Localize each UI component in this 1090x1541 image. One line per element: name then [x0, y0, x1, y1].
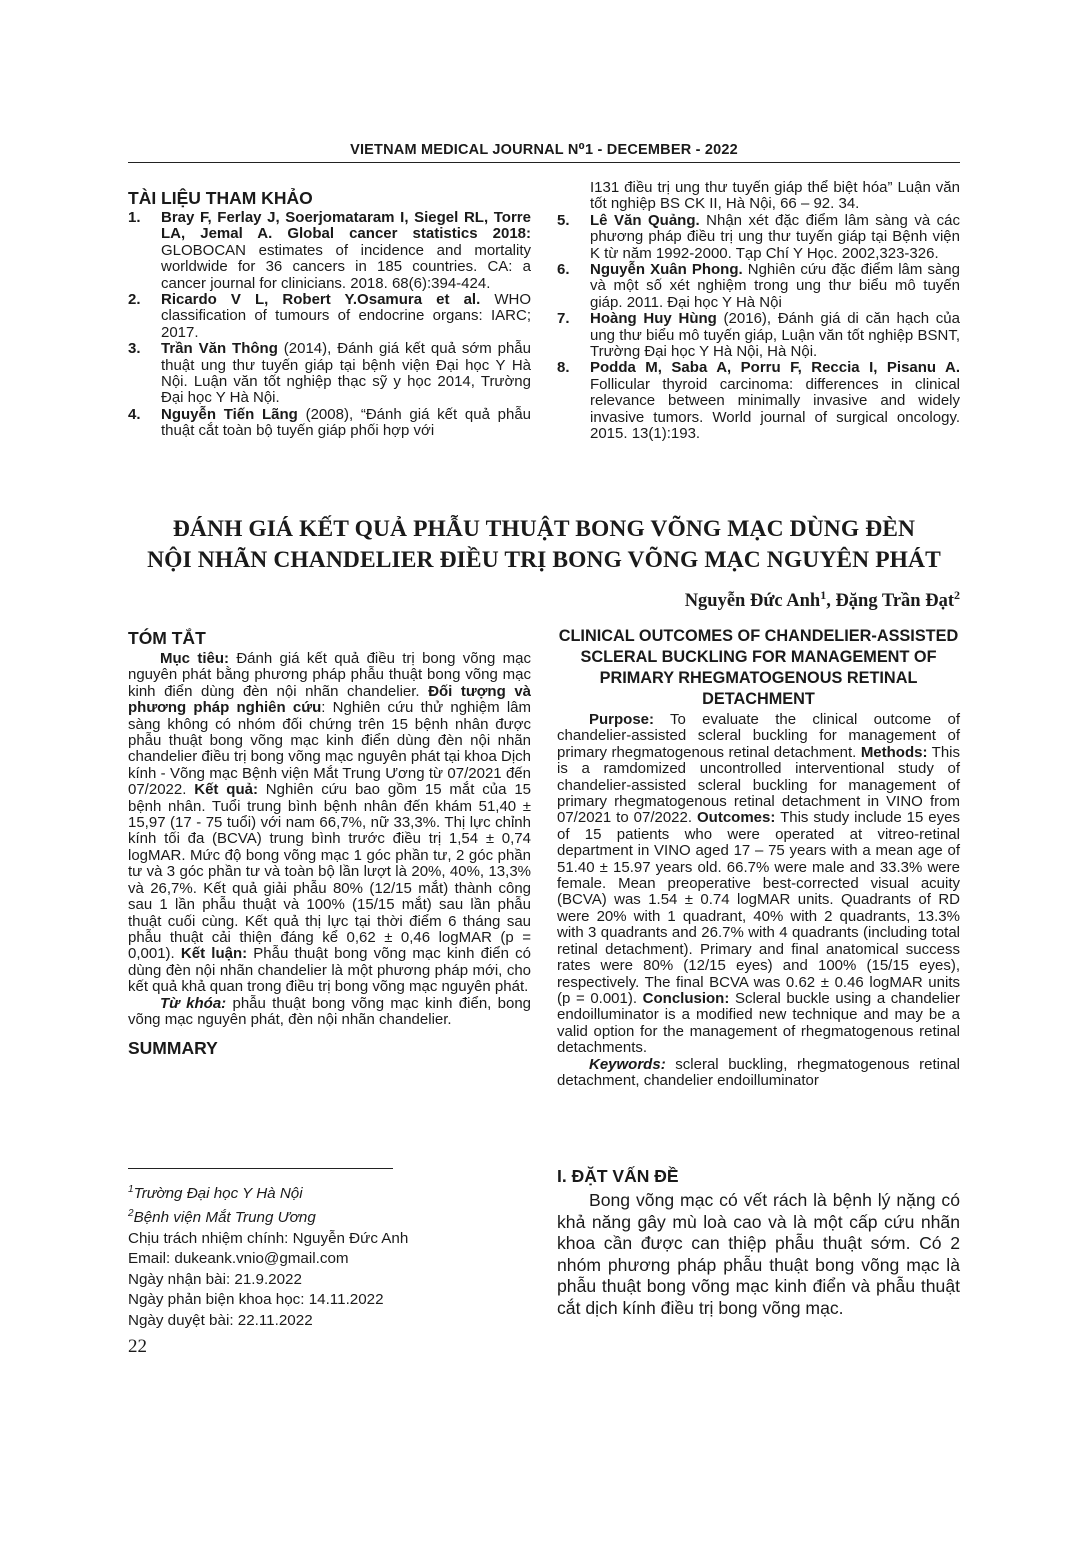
reference-text: (2014), Đánh giá kết quả sớm phẫu thuật ung thư tuyến giáp tại bệnh viện Đại học Y Hà Nội. Luận văn tốt nghiệp thạc sỹ y học 2014, Trường Đại học Y Hà Nội. [161, 340, 531, 407]
keywords-text: phẫu thuật bong võng mạc kinh điển, bong võng mạc nguyên phát, đèn nội nhãn chandelier. [128, 994, 532, 1028]
reference-text: GLOBOCAN estimates of incidence and mortality worldwide for 36 cancers in 185 countries. CA: a cancer journal for clinicians. 2018. 68(6):394-424. [161, 241, 531, 292]
references-right-column [557, 180, 960, 443]
abstract-objective [128, 651, 531, 996]
reference-text: WHO classification of tumours of endocrine organs: IARC; 2017. [161, 291, 531, 341]
reference-authors: Podda M, Saba A, Porru F, Reccia I, Pisanu A. [590, 359, 960, 377]
abstract-label: Outcomes: [697, 809, 776, 827]
date-reviewed: Ngày phản biện khoa học: 14.11.2022 [128, 1291, 384, 1309]
reference-item [557, 213, 960, 262]
reference-number: 3. [128, 340, 141, 358]
affiliation-marker: 1 [820, 588, 827, 602]
abstract-label: Methods: [860, 743, 928, 761]
article-title-line: NỘI NHÃN CHANDELIER ĐIỀU TRỊ BONG VÕNG MẠC NGUYÊN PHÁT [147, 547, 941, 573]
reference-number: 2. [128, 291, 141, 309]
english-abstract [557, 626, 960, 1089]
abstract-label: Purpose: [589, 711, 655, 728]
reference-authors: Hoàng Huy Hùng [590, 310, 717, 328]
reference-authors: Trần Văn Thông [161, 340, 278, 358]
summary-heading: SUMMARY [128, 1038, 218, 1059]
reference-item [557, 262, 960, 311]
affiliation-text: Trường Đại học Y Hà Nội [133, 1185, 303, 1203]
abstract-keywords [128, 996, 531, 1029]
affiliation-text: Bệnh viện Mắt Trung Ương [133, 1209, 316, 1227]
affiliation-marker: 2 [128, 1208, 134, 1220]
reference-text: (2016), Đánh giá di căn hạch của ung thư biểu mô tuyến giáp, Luận văn tốt nghiệp BSNT, Trường Đại học Y Hà Nội, Hà Nội. [590, 310, 960, 361]
abstract-label: Đối tượng và phương pháp nghiên cứu [128, 682, 532, 717]
abstract-text: Đánh giá kết quả điều trị bong võng mạc nguyên phát bằng phương pháp phẫu thuật bong võng mạc kinh điển dùng đèn nội nhãn chandelier. [128, 650, 531, 700]
date-accepted: Ngày duyệt bài: 22.11.2022 [128, 1311, 313, 1329]
introduction-section [557, 1166, 960, 1320]
abstract-label: Conclusion: [642, 989, 730, 1007]
abstract-label: Kết luận: [180, 945, 248, 963]
reference-text: Nghiên cứu đặc điểm lâm sàng và một số xét nghiệm trong ung thư biểu mô tuyến giáp. 2011. Đại học Y Hà Nội [590, 261, 960, 311]
abstract-text: Nghiên cứu bao gồm 15 mắt của 15 bệnh nhân. Tuổi trung bình bệnh nhân đến khám 51,40 ± 15,97 (17 - 75 tuổi) với nam 66,7%, nữ 33,3%. Thị lực chỉnh kính tối đa (BCVA) trung bình trước điều trị 1,54 ± 0,74 logMAR. Mức độ bong võng mạc 1 góc phần tư, 2 góc phần tư và 3 góc phần tư và toàn bộ lần lượt là 20%, 40%, 13,3% và 26,7%. Kết quả giải phẫu 80% (12/15 mắt) thành công sau 1 lần phẫu thuật và 100% (15/15 mắt) sau lần phẫu thuật cuối cùng. Kết quả thị lực tại thời điểm 6 tháng sau phẫu thuật cải thiện đáng kể 0,62 ± 0,46 logMAR (p = 0,001). [128, 781, 532, 963]
reference-number: 6. [557, 261, 570, 279]
reference-number: 5. [557, 211, 570, 229]
references-list-right [557, 213, 960, 443]
author-name: Đặng Trần Đạt [835, 591, 954, 612]
reference-item [128, 210, 531, 292]
reference-text: Nhận xét đặc điểm lâm sàng và các phương pháp điều trị ung thư tuyến giáp tại Bệnh viện K từ năm 1992-2000. Tạp Chí Y Học. 2002,323-326. [590, 211, 960, 262]
reference-authors: Bray F, Ferlay J, Soerjomataram I, Siegel RL, Torre LA, Jemal A. Global cancer statistics 2018: [161, 209, 531, 243]
abstract-label: Kết quả: [194, 781, 258, 799]
reference-text: (2008), “Đánh giá kết quả phẫu thuật cắt toàn bộ tuyến giáp phối hợp với [161, 405, 532, 440]
article-authors [685, 588, 960, 612]
abstract-text: : Nghiên cứu thử nghiệm lâm sàng không có nhóm đối chứng trên 15 bệnh nhân được phẫu thuật bong võng mạc kinh điển dùng đèn nội nhãn chandelier điều trị bong võng mạc nguyên phát tại khoa Dịch kính - Võng mạc Bệnh viện Mắt Trung Ương từ 07/2021 đến 07/2022. [128, 699, 531, 799]
footnotes [128, 1180, 548, 1331]
abstract-text: This is a ramdomized uncontrolled interventional study of chandelier-assisted scleral buckling for management of primary rhegmatogenous retinal detachment in VINO from 07/2021 to 07/2022. [557, 743, 961, 827]
references-heading: TÀI LIỆU THAM KHẢO [128, 188, 313, 208]
references-left-column [128, 188, 531, 440]
reference-item [128, 407, 531, 440]
reference-item [128, 341, 531, 407]
contact-email: Email: dukeank.vnio@gmail.com [128, 1250, 349, 1268]
abstract-text: This study include 15 eyes of 15 patients who were operated at vitreo-retinal department in VINO aged 17 – 75 years with a mean age of 51.40 ± 15.97 years old. 66.7% were male and 33.3% were female. Mean preoperative best-corrected visual acuity (BCVA) was 1.54 ± 0.74 logMAR units. Quadrants of RD were 20% with 1 quadrant, 40% with 2 quadrants, 13.3% with 3 quadrants and 26.7% with 4 quadrants (including total retinal detachment). Primary and final anatomical success rates were 80% (12/15 eyes) and 100% (15/15 eyes), respectively. The final BCVA was 0.62 ± 0.46 logMAR units (p = 0.001). [557, 809, 960, 1007]
reference-item [557, 360, 960, 442]
reference-number: 4. [128, 405, 141, 423]
journal-header: VIETNAM MEDICAL JOURNAL N⁰1 - DECEMBER - 2022 [128, 142, 960, 163]
reference-number: 8. [557, 359, 570, 377]
date-received: Ngày nhận bài: 21.9.2022 [128, 1270, 302, 1288]
reference-number: 1. [128, 209, 141, 226]
affiliation-marker: 1 [128, 1184, 134, 1195]
reference-item [128, 292, 531, 341]
author-separator: , [826, 591, 836, 612]
reference-text: Follicular thyroid carcinoma: differences in clinical relevance between minimally invasive and widely invasive tumors. World journal of surgical oncology. 2015. 13(1):193. [590, 375, 960, 443]
author-name: Nguyễn Đức Anh [684, 591, 821, 612]
reference-continuation: I131 điều trị ung thư tuyến giáp thể biệt hóa” Luận văn tốt nghiệp BS CK II, Hà Nội, 66 – 92. 34. [590, 179, 960, 213]
reference-authors: Nguyễn Tiến Lãng [161, 405, 298, 423]
english-abstract-body [557, 712, 960, 1057]
abstract-text: Scleral buckle using a chandelier endoilluminator is a modified new technique and may be a valid option for the management of rhegmatogenous retinal detachments. [557, 989, 961, 1057]
reference-item [557, 311, 960, 360]
reference-number: 7. [557, 310, 570, 328]
english-keywords [557, 1057, 960, 1090]
keywords-text: scleral buckling, rhegmatogenous retinal detachment, chandelier endoilluminator [557, 1055, 960, 1089]
affiliation-marker: 2 [954, 588, 960, 602]
introduction-text: Bong võng mạc có vết rách là bệnh lý nặng có khả năng gây mù loà cao và là một cấp cứu nhãn khoa cần được can thiệp phẫu thuật sớm. Có 2 nhóm phương pháp phẫu thuật bong võng mạc là phẫu thuật bong võng mạc kinh điển và phẫu thuật cắt dịch kính điều trị bong võng mạc. [557, 1190, 960, 1318]
tom-tat-heading: TÓM TẮT [128, 628, 206, 648]
affiliation-1 [128, 1180, 548, 1204]
abstract-label: Mục tiêu: [160, 650, 229, 667]
abstract-text: Phẫu thuật bong võng mạc kinh điển có dùng đèn nội nhãn chandelier là một phương pháp mới, cho kết quả khả quan trong điều trị bong võng mạc nguyên phát. [128, 945, 532, 996]
introduction-heading: I. ĐẶT VẤN ĐỀ [557, 1166, 679, 1186]
page-number: 22 [128, 1336, 147, 1357]
affiliation-2 [128, 1204, 548, 1228]
vietnamese-abstract [128, 628, 531, 1060]
english-title: CLINICAL OUTCOMES OF CHANDELIER-ASSISTED SCLERAL BUCKLING FOR MANAGEMENT OF PRIMARY RHEGMATOGENOUS RETINAL DETACHMENT [558, 627, 959, 708]
abstract-text: To evaluate the clinical outcome of chandelier-assisted scleral buckling for management of primary rhegmatogenous retinal detachment. [557, 711, 960, 761]
article-title-line: ĐÁNH GIÁ KẾT QUẢ PHẪU THUẬT BONG VÕNG MẠC DÙNG ĐÈN [172, 516, 916, 542]
keywords-label: Keywords: [589, 1055, 666, 1073]
reference-authors: Lê Văn Quảng. [590, 211, 700, 229]
reference-authors: Ricardo V L, Robert Y.Osamura et al. [161, 291, 481, 309]
keywords-label: Từ khóa: [160, 994, 227, 1012]
responsible-author: Chịu trách nhiệm chính: Nguyễn Đức Anh [128, 1229, 409, 1247]
footnote-divider [128, 1168, 393, 1169]
article-title [128, 514, 960, 576]
reference-authors: Nguyễn Xuân Phong. [590, 261, 743, 279]
references-list-left [128, 210, 531, 440]
